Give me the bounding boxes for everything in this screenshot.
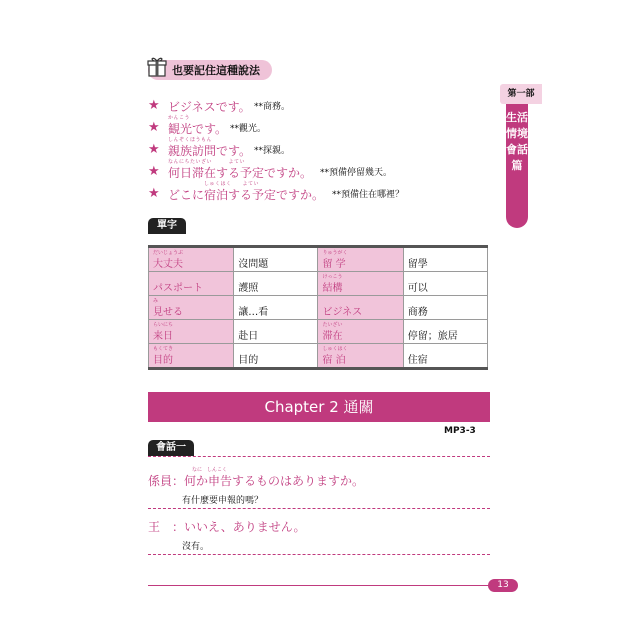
sentence-jp: 親族訪問です。 [168, 144, 252, 158]
audio-track-label: MP3-3 [444, 426, 476, 436]
vocab-word-text: パスポート [153, 283, 203, 294]
divider [148, 456, 490, 457]
speaker-name: 王 ： [148, 520, 185, 534]
sentence-zh: **預備住在哪裡？ [332, 190, 405, 200]
vocab-word-text: 留 学 [322, 259, 346, 270]
vocab-ruby: み [153, 298, 159, 304]
vocab-meaning [234, 320, 318, 344]
vocab-meaning [234, 247, 318, 272]
vocab-ruby: けっこう [322, 274, 343, 280]
vocab-word [318, 247, 403, 272]
sentence-ruby: かんこう [168, 115, 191, 121]
vocab-word [149, 344, 234, 369]
vocab-meaning-text: 赴日 [238, 331, 259, 342]
vocab-meaning-text: 停留；旅居 [407, 331, 458, 342]
vocab-word-text: 来日 [153, 331, 173, 342]
vocab-word [149, 272, 234, 296]
conversation-label: 會話一 [148, 440, 194, 456]
divider [148, 508, 490, 509]
vocab-word [149, 320, 234, 344]
vocab-meaning-text: 讓…看 [238, 307, 269, 318]
dialogue-jp: いいえ、ありません。 [184, 520, 306, 534]
vocab-ruby: りゅうがく [322, 250, 348, 256]
vocab-word-text: 滞在 [322, 331, 343, 342]
star-icon: ★ [148, 142, 160, 157]
dialogue-zh: 有什麼要申報的嗎？ [182, 496, 264, 506]
star-icon: ★ [148, 164, 160, 179]
vocab-word [318, 296, 403, 320]
side-tab-label: 生活情境會話篇 [506, 111, 528, 172]
vocab-meaning [403, 320, 487, 344]
vocab-meaning-text: 沒問題 [238, 259, 269, 270]
star-icon: ★ [148, 120, 160, 135]
vocab-meaning [403, 272, 487, 296]
speaker-wang [148, 518, 305, 535]
dialogue-ruby: なに しんこく [192, 467, 228, 473]
vocab-word [149, 296, 234, 320]
vocab-label: 單字 [148, 218, 186, 234]
table-row [149, 296, 488, 320]
vocab-word-text: 宿 泊 [322, 355, 346, 366]
vocab-word-text: ビジネス [322, 307, 363, 318]
star-icon: ★ [148, 186, 160, 201]
table-row [149, 247, 488, 272]
sentence-zh: **商務。 [254, 102, 291, 112]
vocab-meaning [234, 344, 318, 369]
side-part-label: 第一部 [507, 89, 535, 99]
chapter-title: Chapter 2 通關 [148, 392, 490, 422]
vocab-word-text: 大丈夫 [153, 259, 183, 270]
sentence-jp: 観光です。 [168, 122, 228, 136]
footer-rule [148, 585, 500, 586]
speaker-name: 係員： [148, 474, 185, 488]
vocab-meaning-text: 護照 [238, 283, 259, 294]
vocab-ruby: しゅくはく [322, 346, 348, 352]
sentence-jp: ビジネスです。 [168, 100, 251, 114]
vocab-meaning-text: 商務 [407, 307, 428, 318]
vocab-meaning-text: 留學 [407, 259, 428, 270]
sentence-zh: **預備停留幾天。 [320, 168, 393, 178]
dialogue-jp: 何か申告するものはありますか。 [184, 474, 365, 488]
vocab-ruby: もくてき [153, 346, 174, 352]
vocab-meaning [403, 247, 487, 272]
star-icon: ★ [148, 98, 160, 113]
vocab-word [318, 344, 403, 369]
speaker-staff [148, 472, 364, 489]
vocab-word-text: 目的 [153, 355, 173, 366]
vocab-word [149, 247, 234, 272]
vocab-ruby: だいじょうぶ [153, 250, 184, 256]
sentence-jp: どこに宿泊する予定ですか。 [168, 188, 325, 202]
page-number: 13 [488, 579, 518, 592]
sentence-zh: **觀光。 [230, 124, 267, 134]
sentence-ruby: しんぞくほうもん [168, 137, 213, 143]
sentence-jp: 何日滞在する予定ですか。 [168, 166, 313, 180]
divider [148, 554, 490, 555]
vocab-meaning-text: 目的 [238, 355, 259, 366]
vocab-meaning [403, 296, 487, 320]
gift-icon [146, 56, 168, 78]
table-row [149, 344, 488, 369]
vocab-meaning-text: 住宿 [407, 355, 428, 366]
table-row [149, 320, 488, 344]
vocab-word-text: 見せる [153, 307, 183, 318]
vocab-word-text: 結構 [322, 283, 343, 294]
vocab-table [148, 245, 488, 370]
sentence-ruby: なんにちたいざい よてい [168, 159, 246, 165]
vocab-meaning [403, 344, 487, 369]
sentence-ruby: しゅくはく よてい [204, 181, 260, 187]
tip-title: 也要記住這種說法 [172, 64, 260, 77]
table-row [149, 272, 488, 296]
sentence-zh: **探親。 [254, 146, 291, 156]
vocab-meaning [234, 272, 318, 296]
vocab-word [318, 272, 403, 296]
vocab-word [318, 320, 403, 344]
vocab-ruby: らいにち [153, 322, 174, 328]
vocab-meaning-text: 可以 [407, 283, 428, 294]
vocab-meaning [234, 296, 318, 320]
vocab-ruby: たいざい [322, 322, 343, 328]
dialogue-zh: 沒有。 [182, 542, 210, 552]
